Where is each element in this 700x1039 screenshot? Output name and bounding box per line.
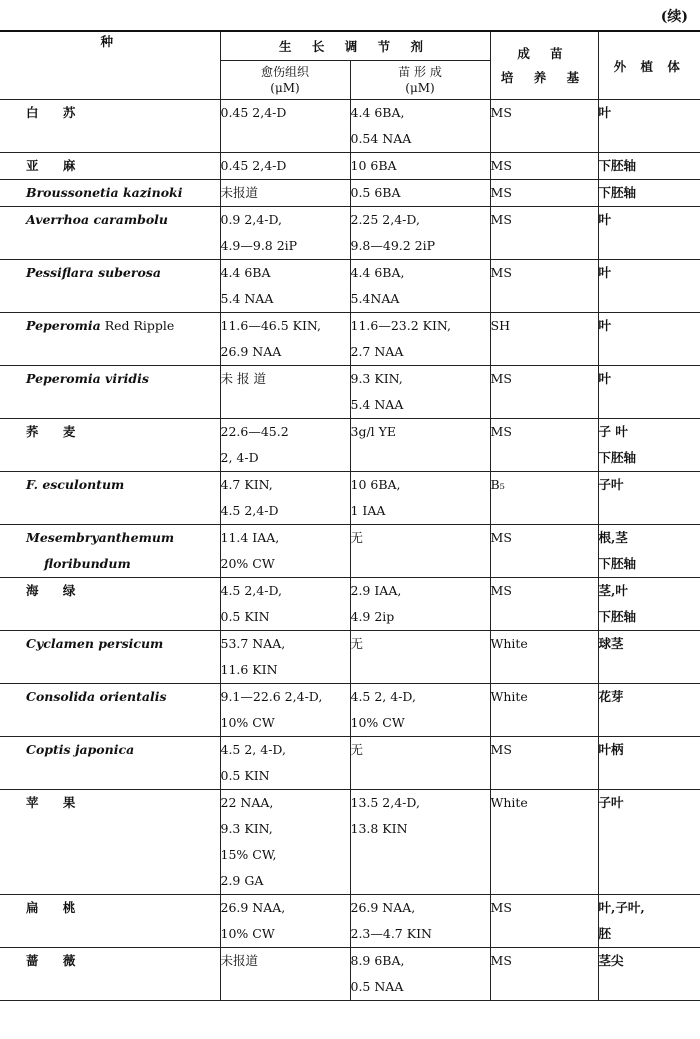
medium-value: MS <box>490 583 512 598</box>
shoot-value: 10 6BA, <box>350 477 401 492</box>
callus-value: 9.1—22.6 2,4-D, <box>220 689 323 704</box>
cell-species <box>0 631 220 684</box>
medium-value: MS <box>490 742 512 757</box>
table-row <box>0 207 700 260</box>
cell-medium <box>490 631 598 684</box>
cell-callus <box>220 419 350 472</box>
cell-explant <box>598 948 700 1001</box>
shoot-value: 4.4 6BA, <box>350 265 405 280</box>
shoot-value: 2.9 IAA, <box>350 583 402 598</box>
species-name <box>0 525 220 551</box>
cell-shoot <box>350 366 490 419</box>
cell-callus <box>220 684 350 737</box>
shoot-value: 无 <box>350 530 364 545</box>
explant-value: 下胚轴 <box>598 158 637 173</box>
callus-value: 4.4 6BA <box>220 265 271 280</box>
species-name <box>0 631 220 657</box>
explant-value: 下胚轴 <box>598 556 637 571</box>
table-row <box>0 790 700 895</box>
explant-value: 叶 <box>598 318 612 333</box>
species-name <box>0 180 220 206</box>
callus-value: 22.6—45.2 <box>220 424 289 439</box>
shoot-value: 9.8—49.2 2iP <box>350 238 436 253</box>
cell-explant <box>598 419 700 472</box>
cell-medium <box>490 525 598 578</box>
species-name <box>0 313 220 339</box>
shoot-value: 26.9 NAA, <box>350 900 416 915</box>
callus-value: 0.5 KIN <box>220 768 270 783</box>
cell-species <box>0 948 220 1001</box>
shoot-value: 4.9 2ip <box>350 609 395 624</box>
cell-shoot <box>350 684 490 737</box>
cell-shoot <box>350 207 490 260</box>
medium-value: MS <box>490 105 512 120</box>
cell-callus <box>220 948 350 1001</box>
shoot-value: 10 6BA <box>350 158 397 173</box>
explant-value: 子叶 <box>598 477 624 492</box>
medium-value: MS <box>490 265 512 280</box>
callus-value: 22 NAA, <box>220 795 274 810</box>
cell-medium <box>490 366 598 419</box>
cell-explant <box>598 525 700 578</box>
explant-value: 叶 <box>598 105 612 120</box>
table-row <box>0 419 700 472</box>
cell-callus <box>220 790 350 895</box>
table-row <box>0 948 700 1001</box>
table-row <box>0 180 700 207</box>
species-name-text: Broussonetia kazinoki <box>26 185 183 200</box>
cell-callus <box>220 737 350 790</box>
medium-value: SH <box>490 318 510 333</box>
explant-value: 叶柄 <box>598 742 624 757</box>
table-body <box>0 100 700 1001</box>
species-name-text: Peperomia viridis <box>26 371 149 386</box>
cell-medium <box>490 207 598 260</box>
header-explant: 外 植 体 <box>598 31 700 100</box>
shoot-value: 8.9 6BA, <box>350 953 405 968</box>
callus-value: 9.3 KIN, <box>220 821 273 836</box>
shoot-value: 无 <box>350 742 364 757</box>
cell-explant <box>598 790 700 895</box>
cell-shoot <box>350 525 490 578</box>
shoot-value: 0.5 6BA <box>350 185 401 200</box>
header-medium-line2: 培 养 基 <box>500 69 588 85</box>
shoot-value: 13.5 2,4-D, <box>350 795 420 810</box>
cell-explant <box>598 180 700 207</box>
header-callus-unit: (μM) <box>270 81 300 95</box>
species-name-text: F. esculontum <box>26 477 125 492</box>
explant-value: 叶,子叶, <box>598 900 645 915</box>
header-species: 种 <box>0 31 220 100</box>
cell-medium <box>490 100 598 153</box>
callus-value: 10% CW <box>220 715 275 730</box>
cell-explant <box>598 578 700 631</box>
cell-species <box>0 895 220 948</box>
cell-medium <box>490 153 598 180</box>
cell-shoot <box>350 419 490 472</box>
cell-callus <box>220 260 350 313</box>
cell-medium <box>490 578 598 631</box>
medium-value: MS <box>490 530 512 545</box>
shoot-value: 0.54 NAA <box>350 131 412 146</box>
medium-value: MS <box>490 371 512 386</box>
cell-callus <box>220 472 350 525</box>
explant-value: 下胚轴 <box>598 185 637 200</box>
callus-value: 20% CW <box>220 556 275 571</box>
callus-value: 4.5 2, 4-D, <box>220 742 286 757</box>
callus-value: 未 报 道 <box>220 371 266 386</box>
shoot-value: 0.5 NAA <box>350 979 404 994</box>
table-row <box>0 153 700 180</box>
tissue-culture-table <box>0 30 700 1001</box>
explant-value: 茎,叶 <box>598 583 628 598</box>
table-row <box>0 895 700 948</box>
callus-value: 11.6—46.5 KIN, <box>220 318 322 333</box>
shoot-value: 无 <box>350 636 364 651</box>
species-name <box>0 737 220 763</box>
shoot-value: 2.25 2,4-D, <box>350 212 420 227</box>
species-name-text: 荞 麦 <box>26 424 86 439</box>
shoot-value: 4.4 6BA, <box>350 105 405 120</box>
cell-explant <box>598 895 700 948</box>
cell-species <box>0 180 220 207</box>
explant-value: 球茎 <box>598 636 624 651</box>
species-name-text: Peperomia <box>26 318 101 333</box>
cell-species <box>0 525 220 578</box>
species-name-text: 苹 果 <box>26 795 86 810</box>
callus-value: 0.5 KIN <box>220 609 270 624</box>
species-name <box>0 684 220 710</box>
cell-callus <box>220 366 350 419</box>
explant-value: 根,茎 <box>598 530 628 545</box>
species-name-text: 白 苏 <box>26 105 86 120</box>
cell-explant <box>598 366 700 419</box>
cell-shoot <box>350 100 490 153</box>
callus-value: 10% CW <box>220 926 275 941</box>
explant-value: 花芽 <box>598 689 624 704</box>
species-name <box>0 948 220 974</box>
cell-shoot <box>350 313 490 366</box>
cell-medium <box>490 684 598 737</box>
callus-value: 0.9 2,4-D, <box>220 212 283 227</box>
cell-callus <box>220 100 350 153</box>
shoot-value: 10% CW <box>350 715 405 730</box>
cell-shoot <box>350 153 490 180</box>
callus-value: 5.4 NAA <box>220 291 274 306</box>
header-medium-line1: 成 苗 <box>517 45 571 61</box>
callus-value: 4.9—9.8 2iP <box>220 238 298 253</box>
shoot-value: 5.4 NAA <box>350 397 404 412</box>
cell-species <box>0 313 220 366</box>
table-row <box>0 472 700 525</box>
species-name-text: Pessiflara suberosa <box>26 265 161 280</box>
callus-value: 26.9 NAA <box>220 344 282 359</box>
header-regulators: 生 长 调 节 剂 <box>220 31 490 61</box>
explant-value: 胚 <box>598 926 612 941</box>
callus-value: 4.7 KIN, <box>220 477 273 492</box>
medium-value: MS <box>490 424 512 439</box>
table-row <box>0 684 700 737</box>
table-row <box>0 578 700 631</box>
shoot-value: 13.8 KIN <box>350 821 408 836</box>
explant-value: 子叶 <box>598 795 624 810</box>
cell-callus <box>220 180 350 207</box>
cell-species <box>0 260 220 313</box>
cell-callus <box>220 631 350 684</box>
table-row <box>0 260 700 313</box>
cell-species <box>0 100 220 153</box>
table-row <box>0 100 700 153</box>
explant-value: 下胚轴 <box>598 450 637 465</box>
medium-value: MS <box>490 900 512 915</box>
shoot-value: 4.5 2, 4-D, <box>350 689 416 704</box>
cell-explant <box>598 472 700 525</box>
medium-value: MS <box>490 953 512 968</box>
header-shoot-unit: (μM) <box>405 81 435 95</box>
cell-shoot <box>350 790 490 895</box>
callus-value: 2.9 GA <box>220 873 264 888</box>
cell-explant <box>598 207 700 260</box>
cell-medium <box>490 790 598 895</box>
cell-callus <box>220 895 350 948</box>
shoot-value: 2.3—4.7 KIN <box>350 926 432 941</box>
cell-species <box>0 737 220 790</box>
cell-shoot <box>350 948 490 1001</box>
callus-value: 53.7 NAA, <box>220 636 286 651</box>
species-name <box>0 100 220 126</box>
species-name <box>0 207 220 233</box>
species-name <box>0 153 220 179</box>
species-name-text: Averrhoa carambolu <box>26 212 168 227</box>
cell-species <box>0 684 220 737</box>
callus-value: 4.5 2,4-D, <box>220 583 283 598</box>
table-row <box>0 737 700 790</box>
callus-value: 2, 4-D <box>220 450 259 465</box>
table-row <box>0 366 700 419</box>
cell-callus <box>220 313 350 366</box>
cell-medium <box>490 472 598 525</box>
explant-value: 叶 <box>598 265 612 280</box>
callus-value: 11.6 KIN <box>220 662 278 677</box>
header-medium <box>490 31 598 100</box>
cell-shoot <box>350 895 490 948</box>
species-name <box>0 366 220 392</box>
medium-value: MS <box>490 212 512 227</box>
cell-shoot <box>350 631 490 684</box>
explant-value: 子 叶 <box>598 424 628 439</box>
cell-explant <box>598 260 700 313</box>
continued-label: (续) <box>660 9 688 25</box>
species-name-text: Cyclamen persicum <box>26 636 164 651</box>
shoot-value: 9.3 KIN, <box>350 371 403 386</box>
cell-shoot <box>350 578 490 631</box>
medium-value: White <box>490 636 528 651</box>
medium-value: White <box>490 689 528 704</box>
species-name <box>0 578 220 604</box>
cell-explant <box>598 631 700 684</box>
header-callus <box>220 61 350 100</box>
cell-explant <box>598 153 700 180</box>
species-name-text: 蔷 薇 <box>26 953 86 968</box>
species-name <box>0 790 220 816</box>
shoot-value: 11.6—23.2 KIN, <box>350 318 452 333</box>
table-row <box>0 631 700 684</box>
callus-value: 4.5 2,4-D <box>220 503 279 518</box>
cell-callus <box>220 578 350 631</box>
species-name <box>0 472 220 498</box>
cell-medium <box>490 313 598 366</box>
cell-species <box>0 419 220 472</box>
species-name-text: 扁 桃 <box>26 900 86 915</box>
cell-medium <box>490 419 598 472</box>
cell-species <box>0 153 220 180</box>
medium-value: B₅ <box>490 477 505 492</box>
species-name-line2: floribundum <box>44 556 131 571</box>
cell-explant <box>598 737 700 790</box>
cell-shoot <box>350 737 490 790</box>
callus-value: 26.9 NAA, <box>220 900 286 915</box>
shoot-value: 3g/l YE <box>350 424 397 439</box>
cell-medium <box>490 895 598 948</box>
header-shoot-label: 苗 形 成 <box>398 65 442 79</box>
cell-species <box>0 207 220 260</box>
shoot-value: 2.7 NAA <box>350 344 404 359</box>
species-name-text: Coptis japonica <box>26 742 135 757</box>
callus-value: 15% CW, <box>220 847 277 862</box>
cell-callus <box>220 207 350 260</box>
species-name <box>0 260 220 286</box>
explant-value: 叶 <box>598 371 612 386</box>
header-shoot <box>350 61 490 100</box>
cell-species <box>0 472 220 525</box>
explant-value: 叶 <box>598 212 612 227</box>
cell-species <box>0 790 220 895</box>
species-name-text: 海 绿 <box>26 583 86 598</box>
callus-value: 未报道 <box>220 953 259 968</box>
cell-species <box>0 366 220 419</box>
cell-callus <box>220 525 350 578</box>
callus-value: 11.4 IAA, <box>220 530 280 545</box>
table-row <box>0 525 700 578</box>
shoot-value: 5.4NAA <box>350 291 400 306</box>
header-callus-label: 愈伤组织 <box>260 65 309 79</box>
callus-value: 未报道 <box>220 185 259 200</box>
species-name-text: Consolida orientalis <box>26 689 167 704</box>
cell-species <box>0 578 220 631</box>
explant-value: 茎尖 <box>598 953 624 968</box>
cell-shoot <box>350 180 490 207</box>
medium-value: MS <box>490 158 512 173</box>
cell-explant <box>598 313 700 366</box>
medium-value: White <box>490 795 528 810</box>
shoot-value: 1 IAA <box>350 503 386 518</box>
medium-value: MS <box>490 185 512 200</box>
cell-explant <box>598 684 700 737</box>
cell-explant <box>598 100 700 153</box>
cell-medium <box>490 948 598 1001</box>
cell-callus <box>220 153 350 180</box>
cell-shoot <box>350 472 490 525</box>
callus-value: 0.45 2,4-D <box>220 158 287 173</box>
species-name-text: 亚 麻 <box>26 158 86 173</box>
table-row <box>0 313 700 366</box>
species-cultivar: Red Ripple <box>100 318 175 333</box>
species-name <box>0 895 220 921</box>
explant-value: 下胚轴 <box>598 609 637 624</box>
cell-medium <box>490 260 598 313</box>
cell-medium <box>490 180 598 207</box>
callus-value: 0.45 2,4-D <box>220 105 287 120</box>
species-name <box>0 419 220 445</box>
cell-shoot <box>350 260 490 313</box>
species-name-text: Mesembryanthemum <box>26 530 175 545</box>
cell-medium <box>490 737 598 790</box>
